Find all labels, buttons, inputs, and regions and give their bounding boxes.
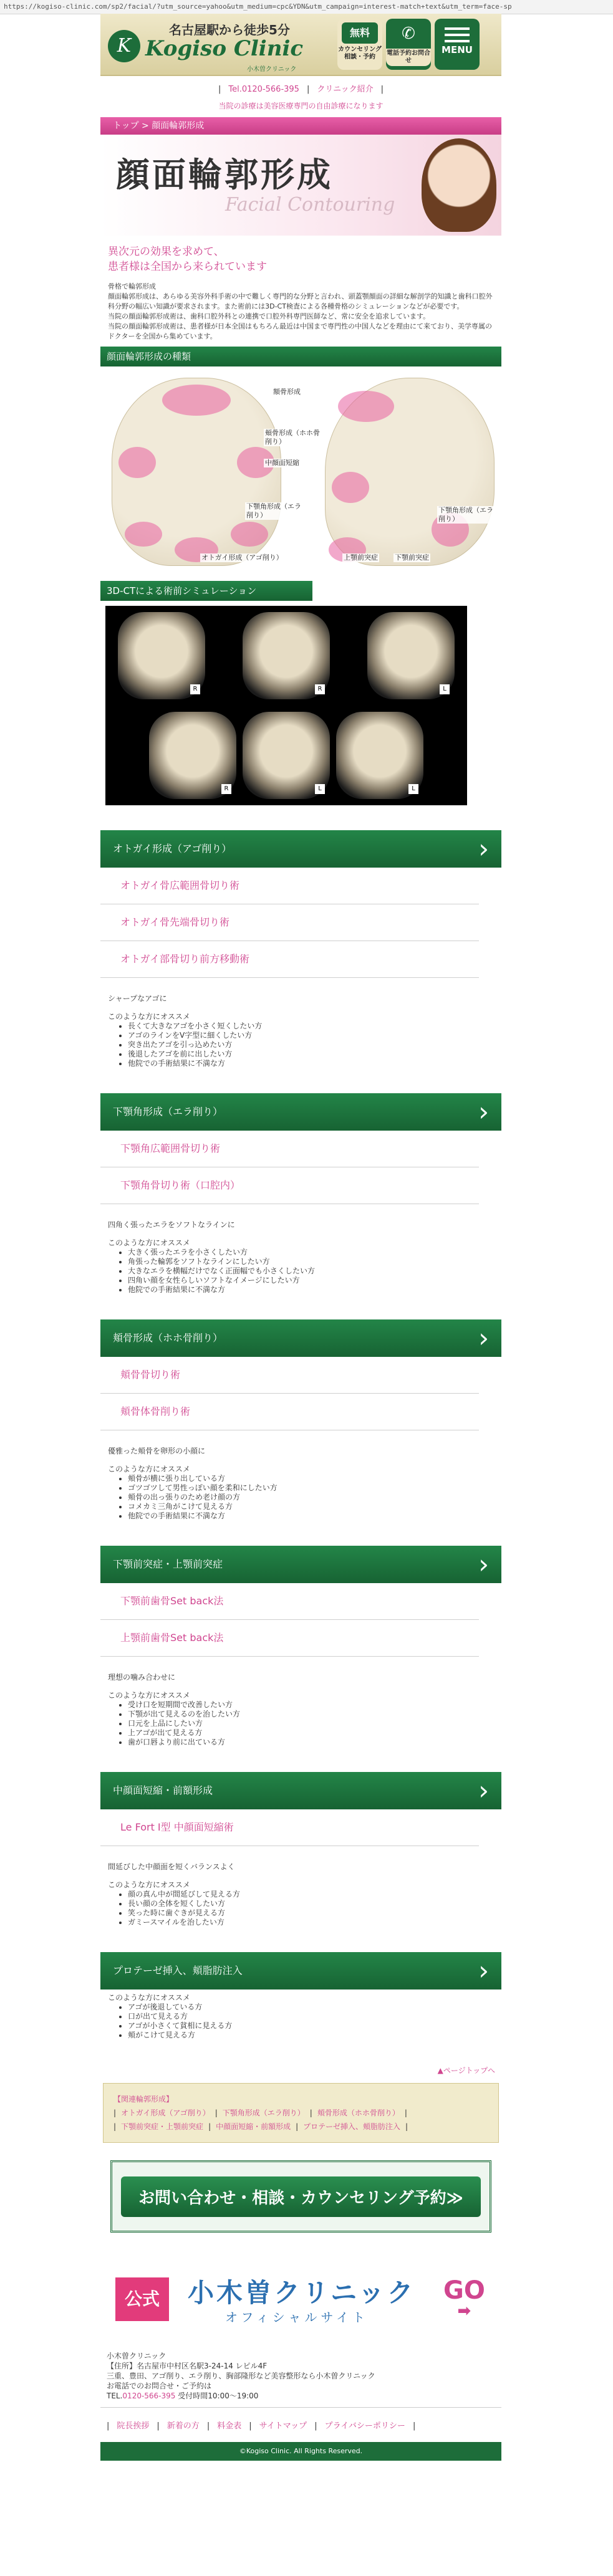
section-tagline: シャープなアゴに [108,994,167,1003]
procedure-link[interactable]: オトガイ骨先端骨切り術 [100,904,479,941]
procedure-link[interactable]: オトガイ骨広範囲骨切り術 [100,868,479,904]
section-description [100,978,501,1068]
section-description [100,1846,501,1927]
footer-link[interactable]: 料金表 [217,2421,242,2431]
page-subtitle: Facial Contouring [225,194,395,216]
hamburger-icon [445,27,470,42]
related-title: 【関連輪郭形成】 [113,2095,174,2104]
ct-heading: 3D-CTによる術前シミュレーション [100,581,312,601]
recommend-title: このような方にオススメ [108,1993,190,2002]
list-item: • 突き出たアゴを引っ込めたい方 [128,1040,494,1050]
logo-icon[interactable]: K [108,30,140,62]
ct-scan [149,712,236,799]
lead-line: 患者様は全国から来られています [108,261,267,273]
official-badge: 公式 [115,2277,169,2321]
label-midface: 中顔面短縮 [265,459,299,467]
breadcrumb [100,117,501,135]
footer-area: 三重、豊田、アゴ削り、エラ削り、胸部隆形など美容整形なら小木曽クリニック [107,2372,375,2380]
list-item: • 後退したアゴを前に出したい方 [128,1050,494,1059]
section-heading-midface[interactable] [100,1772,501,1809]
counseling-button[interactable] [337,19,382,70]
lead-text [100,236,501,278]
intro-line: 骨格で輪郭形成 [108,282,156,290]
list-item: • 受け口を短期間で改善したい方 [128,1700,494,1710]
label-forehead: 額骨形成 [273,388,301,396]
skull-side-image [325,378,495,566]
forehead-side-zone [338,391,394,422]
breadcrumb-top[interactable]: トップ [113,121,139,131]
procedure-link[interactable]: オトガイ部骨切り前方移動術 [100,941,479,978]
list-item: • アゴが後退している方 [128,2003,494,2012]
intro-text [100,278,501,347]
forehead-zone [162,385,231,416]
chevron-right-icon: › [478,1955,489,1986]
related-link[interactable]: 下顎角形成（エラ削り） [222,2109,305,2117]
chevron-right-icon: › [478,1096,489,1127]
breadcrumb-current: 顔面輪郭形成 [152,121,205,131]
menu-label: MENU [442,44,473,55]
list-item: • ガミースマイルを治したい方 [128,1918,494,1927]
procedure-link[interactable]: 頬骨体骨削り術 [100,1394,479,1430]
tel-link[interactable]: Tel.0120-566-395 [228,85,299,94]
tel-label: 電話予約お問合せ [386,49,431,66]
logo-text[interactable]: Kogiso Clinic [145,36,304,61]
phone-icon: ✆ [402,24,415,43]
intro-line: 顔面輪郭形成は、あらゆる美容外科手術の中で難しく専門的な分野と言われ、頭蓋顎顔面の詳細な解剖学的知識と歯科口腔外科分野の幅広い知識が要求されます。また術前には3D-CT検査による各種骨格のシミュレーションなどが必要です。 [108,292,493,310]
label-mandible: 下顎角形成（エラ削り） [246,502,301,519]
procedure-link[interactable]: 頬骨骨切り術 [100,1357,479,1394]
notice-text: 当院の診療は美容医療専門の自由診療になります [218,102,384,110]
section-tagline: 優雅った頬骨を卵形の小顔に [108,1447,206,1455]
section-title: オトガイ形成（アゴ削り） [113,843,232,855]
recommend-title: このような方にオススメ [108,1012,190,1021]
ct-scan [243,612,330,699]
list-item: • 口が出て見える方 [128,2012,494,2021]
list-item: • 他院での手術結果に不満な方 [128,1511,494,1521]
ct-scan [243,712,330,799]
footer-address: 【住所】名古屋市中村区名駅3-24-14 レピル4F [107,2362,268,2370]
recommend-list [108,1890,494,1927]
footer-contact-text: お電話でのお問合せ・ご予約は [107,2382,212,2390]
list-item: • 角張った輪郭をソフトなラインにしたい方 [128,1257,494,1266]
label-chin: オトガイ形成（アゴ削り） [201,553,283,562]
recommend-title: このような方にオススメ [108,1465,190,1473]
footer-tel-link[interactable]: 0120-566-395 [122,2392,176,2400]
chevron-right-icon: › [478,1549,489,1579]
footer-info [100,2332,501,2407]
procedure-link[interactable]: 下顎角広範囲骨切り術 [100,1131,479,1167]
model-face-image [422,138,496,232]
section-heading-chin[interactable] [100,830,501,868]
ct-marker: L [315,784,325,794]
official-site-label: オフィシャルサイト [225,2310,369,2325]
jaw-zone-left [125,522,162,547]
ct-marker: L [408,784,418,794]
list-item: • 頬骨の出っ張りのため老け顔の方 [128,1493,494,1502]
section-title: 下顎角形成（エラ削り） [113,1106,223,1118]
list-item: • 四角い顔を女性らしいソフトなイメージにしたい方 [128,1276,494,1285]
label-mandible-side: 下顎角形成（エラ削り） [437,506,496,524]
chevron-right-icon: › [478,1323,489,1353]
list-item: • アゴが小さくて貧相に見える方 [128,2021,494,2031]
section-description [100,1657,501,1747]
list-item: • 長い顔の全体を短くしたい方 [128,1899,494,1908]
procedure-link[interactable]: 下顎前歯骨Set back法 [100,1583,479,1620]
list-item: • 顔の真ん中が間延びして見える方 [128,1890,494,1899]
go-label: GO [443,2276,485,2305]
list-item: • 頬骨が横に張り出している方 [128,1474,494,1483]
related-link[interactable]: オトガイ形成（アゴ削り） [121,2109,210,2117]
list-item: • 下顎が出て見えるのを治したい方 [128,1710,494,1719]
list-item: • 歯が口唇より前に出ている方 [128,1738,494,1747]
tel-button[interactable] [386,19,431,70]
hero-banner [100,135,501,236]
section-heading-mandible[interactable] [100,1093,501,1131]
list-item: • 他院での手術結果に不満な方 [128,1059,494,1068]
footer-tel-line [107,2391,495,2401]
section-description [100,1204,501,1295]
ct-scan [336,712,423,799]
section-heading-cheekbone[interactable] [100,1319,501,1357]
menu-button[interactable] [435,19,480,70]
list-item: • 上アゴが出て見える方 [128,1728,494,1738]
list-item: • コメカミ三角がこけて見える方 [128,1502,494,1511]
section-title: 中顔面短縮・前額形成 [113,1784,213,1796]
ct-scan [118,612,205,699]
section-heading-protrusion[interactable] [100,1546,501,1583]
footer-hours: 受付時間10:00〜19:00 [178,2392,259,2400]
ct-simulation-image [105,606,467,805]
types-heading: 顔面輪郭形成の種類 [100,347,501,366]
list-item: • アゴのラインをV字型に細くしたい方 [128,1031,494,1040]
section-heading-prosthesis[interactable] [100,1952,501,1989]
recommend-list [108,1022,494,1068]
recommend-title: このような方にオススメ [108,1691,190,1700]
site-header [100,14,501,76]
url-bar[interactable]: https://kogiso-clinic.com/sp2/facial/?utm_source=yahoo&utm_medium=cpc&YDN&utm_campaign=interest-match+text&utm_term=face-sp [0,0,613,14]
label-mandibular: 下顎前突症 [395,553,429,562]
ct-marker: R [190,684,200,694]
section-title: 下顎前突症・上顎前突症 [113,1558,223,1570]
label-maxillary: 上顎前突症 [344,553,378,562]
ct-marker: L [440,684,450,694]
recommend-title: このような方にオススメ [108,1238,190,1247]
lead-line: 異次元の効果を求めて、 [108,246,224,258]
related-link[interactable]: プロテーゼ挿入、頬脂肪注入 [303,2122,400,2131]
list-item: • 笑った時に歯ぐきが見える方 [128,1908,494,1918]
cheek-side-zone [332,472,369,503]
list-item: • 大きく張ったエラを小さくしたい方 [128,1248,494,1257]
jaw-zone-right [231,522,268,547]
section-description [100,1430,501,1521]
recommend-title: このような方にオススメ [108,1880,190,1889]
section-description [100,1989,501,2040]
page-title: 顔面輪郭形成 [116,155,333,194]
skull-front-image [112,378,281,566]
logo-subtitle: 小木曽クリニック [247,66,297,73]
related-links: 【関連輪郭形成】 | オトガイ形成（アゴ削り） | 下顎角形成（エラ削り） | 頬骨形成（ホホ骨削り） | | 下顎前突症・上顎前突症 | 中顔面短縮・前額形成 | プロテーゼ挿入、頬脂肪注入 | [103,2083,499,2143]
breadcrumb-separator: > [142,121,149,131]
recommend-list [108,1700,494,1747]
recommend-list [108,1248,494,1295]
footer-link[interactable]: プライバシーポリシー [324,2421,405,2431]
recommend-list [108,2003,494,2040]
list-item: • ゴツゴツして男性っぽい顔を柔和にしたい方 [128,1483,494,1493]
procedure-link[interactable]: Le Fort Ⅰ型 中顔面短縮術 [100,1809,479,1846]
intro-line: 当院の顔面輪郭形成術は、患者様が日本全国はもちろん最近は中国まで専門性の中国人などを理由にて来ており、美学専属のドクターを全国から集めています。 [108,322,492,340]
list-item: • 口元を上品にしたい方 [128,1719,494,1728]
section-tagline: 間延びした中顔面を短くバランスよく [108,1862,235,1871]
footer-clinic-name: 小木曽クリニック [107,2352,167,2360]
skull-diagram [100,366,501,578]
ct-marker: R [315,684,325,694]
related-link[interactable]: 中顔面短縮・前額形成 [216,2122,291,2131]
list-item: • 他院での手術結果に不満な方 [128,1285,494,1295]
section-tagline: 理想の噛み合わせに [108,1673,176,1682]
related-link[interactable]: 頬骨形成（ホホ骨削り） [317,2109,400,2117]
ct-scan [367,612,455,699]
footer-link[interactable]: サイトマップ [259,2421,307,2431]
ct-marker: R [221,784,231,794]
chevron-right-icon: › [478,833,489,864]
page-container [100,14,501,2461]
contact-cta-banner[interactable] [110,2160,491,2233]
recommend-list [108,1474,494,1521]
header-tagline: 名古屋駅から徒歩5分 [169,22,290,37]
copyright: ©Kogiso Clinic. All Rights Reserved. [100,2442,501,2461]
cheekbone-zone-left [118,447,156,478]
footer-tel-prefix: TEL. [107,2392,123,2400]
page-top-link[interactable]: ▲ページトップへ [437,2066,495,2075]
footer-link[interactable]: 新着の方 [167,2421,200,2431]
chevron-right-icon: › [478,1775,489,1806]
section-title: プロテーゼ挿入、頬脂肪注入 [113,1965,243,1976]
section-tagline: 四角く張ったエラをソフトなラインに [108,1220,235,1229]
procedure-link[interactable]: 上顎前歯骨Set back法 [100,1620,479,1657]
clinic-intro-link[interactable]: クリニック紹介 [317,85,374,94]
procedure-link[interactable]: 下顎角骨切り術（口腔内） [100,1167,479,1204]
arrow-right-icon: ➡ [457,2302,471,2320]
official-clinic-name: 小木曽クリニック [188,2277,416,2308]
list-item: • 頬がこけて見える方 [128,2031,494,2040]
go-button[interactable] [443,2276,485,2320]
official-site-banner[interactable] [100,2264,501,2332]
counseling-label: カウンセリング相談・予約 [338,46,382,60]
label-cheekbone: 頬骨形成（ホホ骨削り） [264,429,322,446]
related-link[interactable]: 下顎前突症・上顎前突症 [121,2122,204,2131]
intro-line: 当院の顔面輪郭形成術は、歯科口腔外科との連携で口腔外科専門医師など、常に安全を追求しています。 [108,312,430,320]
footer-links: | 院長挨拶 | 新着の方 | 料金表 | サイトマップ | プライバシーポリシー | [100,2407,501,2442]
contact-cta-label: お問い合わせ・相談・カウンセリング予約≫ [121,2176,481,2217]
section-title: 頬骨形成（ホホ骨削り） [113,1332,223,1344]
footer-link[interactable]: 院長挨拶 [117,2421,150,2431]
list-item: • 長くて大きなアゴを小さく短くしたい方 [128,1022,494,1031]
free-badge: 無料 [342,22,378,44]
list-item: • 大きなエラを横幅だけでなく正面幅でも小さくしたい方 [128,1266,494,1276]
sub-navigation: | Tel.0120-566-395 | クリニック紹介 | [218,85,384,94]
